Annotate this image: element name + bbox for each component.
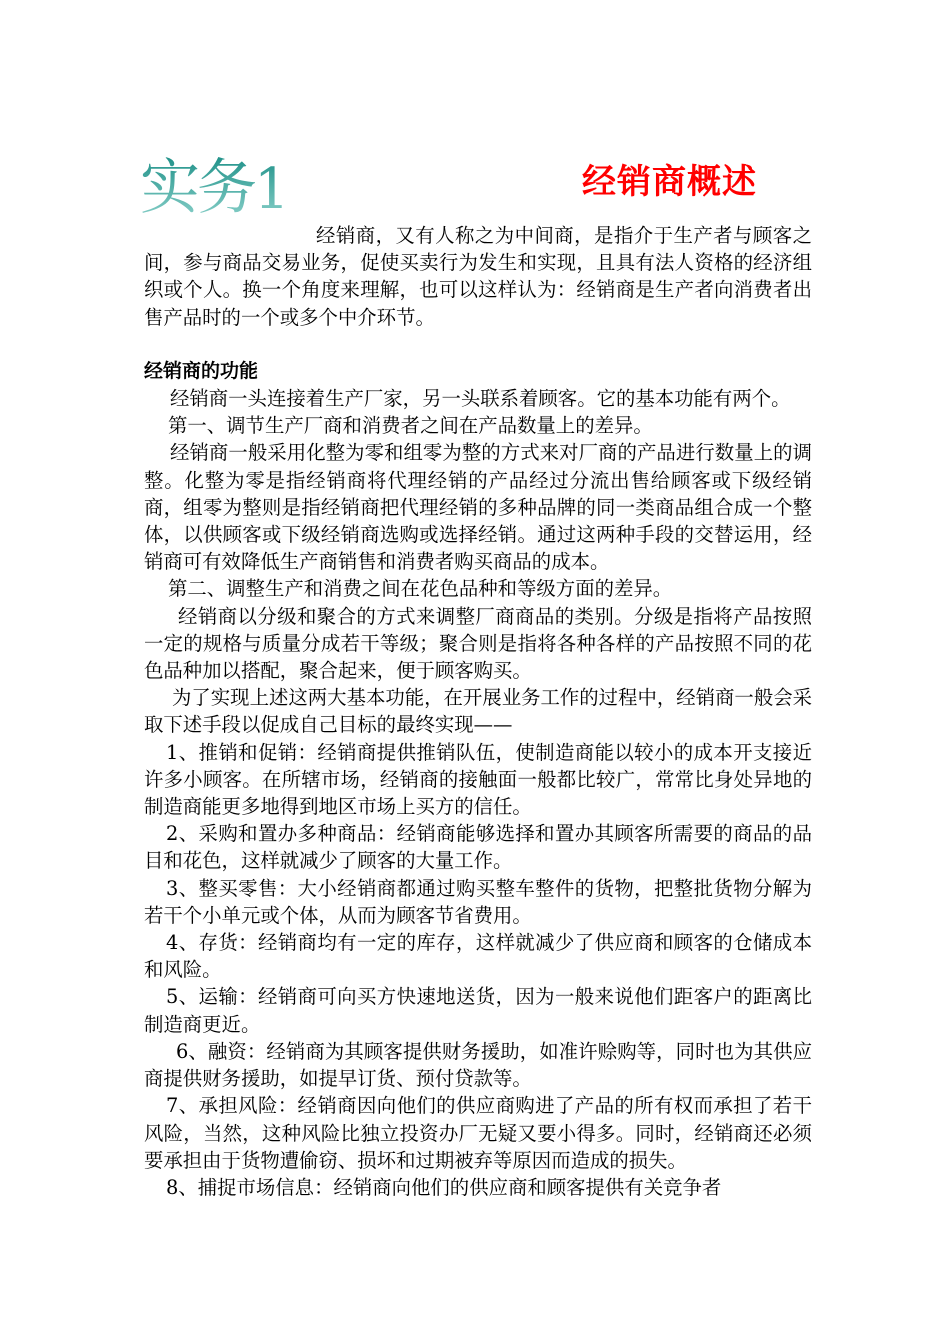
section-heading: 经销商的功能 [144,359,259,382]
list-item: 4、存货：经销商均有一定的库存，这样就减少了供应商和顾客的仓储成本和风险。 [144,931,812,982]
list-item: 5、运输：经销商可向买方快速地送货，因为一般来说他们距客户的距离比制造商更近。 [144,985,812,1036]
intro-paragraph: 经销商，又有人称之为中间商，是指介于生产者与顾客之间，参与商品交易业务，促使买卖行为发生和实现，且具有法人资格的经济组织或个人。换一个角度来理解，也可以这样认为：经销商是生产者向消费者出售产品时的一个或多个中介环节。 [144,224,812,329]
document-body [144,222,812,1201]
page-title: 经销商概述 [582,162,757,202]
body-paragraph: 经销商一般采用化整为零和组零为整的方式来对厂商的产品进行数量上的调整。化整为零是指经销商将代理经销的产品经过分流出售给顾客或下级经销商，组零为整则是指经销商把代理经销的多种品牌的同一类商品组合成一个整体，以供顾客或下级经销商选购或选择经销。通过这两种手段的交替运用，经销商可有效降低生产商销售和消费者购买商品的成本。 [144,441,812,574]
body-paragraph: 第二、调整生产和消费之间在花色品种和等级方面的差异。 [168,577,673,601]
list-item: 2、采购和置办多种商品：经销商能够选择和置办其顾客所需要的商品的品目和花色，这样就减少了顾客的大量工作。 [144,822,812,873]
list-item: 7、承担风险：经销商因向他们的供应商购进了产品的所有权而承担了若干风险，当然，这种风险比独立投资办厂无疑又要小得多。同时，经销商还必须要承担由于货物遭偷窃、损坏和过期被弃等原因而造成的损失。 [144,1094,812,1172]
logo-text: 实务 [140,153,254,223]
logo-number: 1 [254,157,287,222]
list-item: 3、整买零售：大小经销商都通过购买整车整件的货物，把整批货物分解为若干个小单元或个体，从而为顾客节省费用。 [144,876,812,927]
body-paragraph: 经销商以分级和聚合的方式来调整厂商商品的类别。分级是指将产品按照一定的规格与质量分成若干等级；聚合则是指将各种各样的产品按照不同的花色品种加以搭配，聚合起来，便于顾客购买。 [144,604,812,683]
logo [140,148,287,224]
body-paragraph: 第一、调节生产厂商和消费者之间在产品数量上的差异。 [168,414,653,438]
body-paragraph: 为了实现上述这两大基本功能，在开展业务工作的过程中，经销商一般会采取下述手段以促成自己目标的最终实现—— [144,686,812,737]
svg-text:实务1 [140,153,287,223]
list-item: 1、推销和促销：经销商提供推销队伍，使制造商能以较小的成本开支接近许多小顾客。在所辖市场，经销商的接触面一般都比较广，常常比身处异地的制造商能更多地得到地区市场上买方的信任。 [144,740,812,819]
body-paragraph: 经销商一头连接着生产厂家，另一头联系着顾客。它的基本功能有两个。 [170,387,791,411]
list-item: 6、融资：经销商为其顾客提供财务援助，如准许赊购等，同时也为其供应商提供财务援助，如提早订货、预付贷款等。 [144,1039,812,1091]
logo-wordart [140,148,287,224]
list-item: 8、捕捉市场信息：经销商向他们的供应商和顾客提供有关竞争者 [166,1175,722,1199]
